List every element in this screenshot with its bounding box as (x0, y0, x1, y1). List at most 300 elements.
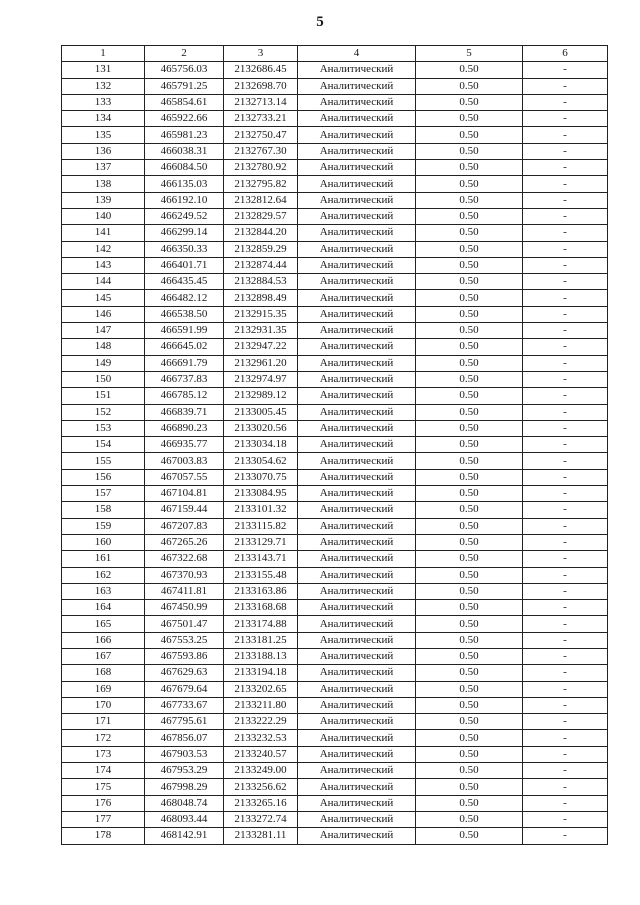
point-number-cell: 148 (62, 339, 145, 355)
point-number-cell: 142 (62, 241, 145, 257)
accuracy-cell: 0.50 (416, 469, 523, 485)
description-cell: - (523, 551, 608, 567)
point-number-cell: 157 (62, 486, 145, 502)
x-coordinate-cell: 466084.50 (145, 160, 224, 176)
y-coordinate-cell: 2132898.49 (224, 290, 298, 306)
table-row (62, 502, 608, 518)
description-cell: - (523, 78, 608, 94)
point-number-cell: 152 (62, 404, 145, 420)
x-coordinate-cell: 467370.93 (145, 567, 224, 583)
method-cell: Аналитический (298, 632, 416, 648)
method-cell: Аналитический (298, 730, 416, 746)
y-coordinate-cell: 2133163.86 (224, 583, 298, 599)
x-coordinate-cell: 466135.03 (145, 176, 224, 192)
y-coordinate-cell: 2132812.64 (224, 192, 298, 208)
point-number-cell: 175 (62, 779, 145, 795)
point-number-cell: 171 (62, 714, 145, 730)
y-coordinate-cell: 2133174.88 (224, 616, 298, 632)
y-coordinate-cell: 2133222.29 (224, 714, 298, 730)
description-cell: - (523, 665, 608, 681)
table-row (62, 160, 608, 176)
accuracy-cell: 0.50 (416, 681, 523, 697)
method-cell: Аналитический (298, 306, 416, 322)
point-number-cell: 147 (62, 323, 145, 339)
y-coordinate-cell: 2132974.97 (224, 371, 298, 387)
x-coordinate-cell: 466538.50 (145, 306, 224, 322)
accuracy-cell: 0.50 (416, 779, 523, 795)
description-cell: - (523, 648, 608, 664)
point-number-cell: 172 (62, 730, 145, 746)
table-row (62, 648, 608, 664)
accuracy-cell: 0.50 (416, 632, 523, 648)
table-row (62, 583, 608, 599)
y-coordinate-cell: 2133240.57 (224, 746, 298, 762)
x-coordinate-cell: 467450.99 (145, 600, 224, 616)
accuracy-cell: 0.50 (416, 323, 523, 339)
x-coordinate-cell: 466249.52 (145, 208, 224, 224)
point-number-cell: 151 (62, 388, 145, 404)
method-cell: Аналитический (298, 453, 416, 469)
table-row (62, 486, 608, 502)
point-number-cell: 173 (62, 746, 145, 762)
x-coordinate-cell: 467265.26 (145, 534, 224, 550)
y-coordinate-cell: 2132915.35 (224, 306, 298, 322)
y-coordinate-cell: 2133256.62 (224, 779, 298, 795)
point-number-cell: 140 (62, 208, 145, 224)
description-cell: - (523, 127, 608, 143)
description-cell: - (523, 339, 608, 355)
description-cell: - (523, 208, 608, 224)
y-coordinate-cell: 2132713.14 (224, 94, 298, 110)
accuracy-cell: 0.50 (416, 404, 523, 420)
y-coordinate-cell: 2133265.16 (224, 795, 298, 811)
x-coordinate-cell: 465756.03 (145, 62, 224, 78)
point-number-cell: 163 (62, 583, 145, 599)
y-coordinate-cell: 2132780.92 (224, 160, 298, 176)
y-coordinate-cell: 2132795.82 (224, 176, 298, 192)
description-cell: - (523, 518, 608, 534)
y-coordinate-cell: 2133020.56 (224, 420, 298, 436)
description-cell: - (523, 274, 608, 290)
description-cell: - (523, 437, 608, 453)
table-row (62, 143, 608, 159)
x-coordinate-cell: 467953.29 (145, 763, 224, 779)
accuracy-cell: 0.50 (416, 420, 523, 436)
point-number-cell: 150 (62, 371, 145, 387)
method-cell: Аналитический (298, 795, 416, 811)
table-row (62, 420, 608, 436)
x-coordinate-cell: 467856.07 (145, 730, 224, 746)
description-cell: - (523, 730, 608, 746)
x-coordinate-cell: 467733.67 (145, 697, 224, 713)
table-body (62, 62, 608, 844)
x-coordinate-cell: 467322.68 (145, 551, 224, 567)
point-number-cell: 155 (62, 453, 145, 469)
y-coordinate-cell: 2132733.21 (224, 111, 298, 127)
y-coordinate-cell: 2133249.00 (224, 763, 298, 779)
table-row (62, 225, 608, 241)
method-cell: Аналитический (298, 78, 416, 94)
x-coordinate-cell: 466839.71 (145, 404, 224, 420)
method-cell: Аналитический (298, 486, 416, 502)
point-number-cell: 139 (62, 192, 145, 208)
x-coordinate-cell: 466645.02 (145, 339, 224, 355)
description-cell: - (523, 290, 608, 306)
description-cell: - (523, 583, 608, 599)
accuracy-cell: 0.50 (416, 274, 523, 290)
y-coordinate-cell: 2133188.13 (224, 648, 298, 664)
accuracy-cell: 0.50 (416, 567, 523, 583)
accuracy-cell: 0.50 (416, 746, 523, 762)
point-number-cell: 156 (62, 469, 145, 485)
x-coordinate-cell: 467411.81 (145, 583, 224, 599)
method-cell: Аналитический (298, 811, 416, 827)
y-coordinate-cell: 2132931.35 (224, 323, 298, 339)
method-cell: Аналитический (298, 274, 416, 290)
accuracy-cell: 0.50 (416, 763, 523, 779)
description-cell: - (523, 746, 608, 762)
y-coordinate-cell: 2132884.53 (224, 274, 298, 290)
y-coordinate-cell: 2132961.20 (224, 355, 298, 371)
x-coordinate-cell: 465922.66 (145, 111, 224, 127)
table-row (62, 681, 608, 697)
accuracy-cell: 0.50 (416, 257, 523, 273)
method-cell: Аналитический (298, 127, 416, 143)
description-cell: - (523, 681, 608, 697)
y-coordinate-cell: 2133232.53 (224, 730, 298, 746)
description-cell: - (523, 160, 608, 176)
accuracy-cell: 0.50 (416, 795, 523, 811)
x-coordinate-cell: 466737.83 (145, 371, 224, 387)
x-coordinate-cell: 466038.31 (145, 143, 224, 159)
x-coordinate-cell: 466299.14 (145, 225, 224, 241)
x-coordinate-cell: 467903.53 (145, 746, 224, 762)
table-row (62, 404, 608, 420)
point-number-cell: 131 (62, 62, 145, 78)
table-row (62, 127, 608, 143)
method-cell: Аналитический (298, 828, 416, 844)
x-coordinate-cell: 467159.44 (145, 502, 224, 518)
point-number-cell: 135 (62, 127, 145, 143)
x-coordinate-cell: 467057.55 (145, 469, 224, 485)
accuracy-cell: 0.50 (416, 208, 523, 224)
description-cell: - (523, 404, 608, 420)
method-cell: Аналитический (298, 518, 416, 534)
table-row (62, 665, 608, 681)
column-header-x-coordinate: 2 (145, 46, 224, 62)
point-number-cell: 146 (62, 306, 145, 322)
x-coordinate-cell: 466785.12 (145, 388, 224, 404)
x-coordinate-cell: 466482.12 (145, 290, 224, 306)
point-number-cell: 136 (62, 143, 145, 159)
point-number-cell: 159 (62, 518, 145, 534)
method-cell: Аналитический (298, 681, 416, 697)
method-cell: Аналитический (298, 388, 416, 404)
description-cell: - (523, 192, 608, 208)
column-header-accuracy: 5 (416, 46, 523, 62)
description-cell: - (523, 600, 608, 616)
accuracy-cell: 0.50 (416, 192, 523, 208)
y-coordinate-cell: 2133129.71 (224, 534, 298, 550)
x-coordinate-cell: 468048.74 (145, 795, 224, 811)
x-coordinate-cell: 467003.83 (145, 453, 224, 469)
table-row (62, 567, 608, 583)
table-row (62, 746, 608, 762)
table-row (62, 78, 608, 94)
accuracy-cell: 0.50 (416, 811, 523, 827)
y-coordinate-cell: 2132859.29 (224, 241, 298, 257)
method-cell: Аналитический (298, 616, 416, 632)
description-cell: - (523, 567, 608, 583)
page-number: 5 (316, 14, 324, 30)
accuracy-cell: 0.50 (416, 600, 523, 616)
y-coordinate-cell: 2133181.25 (224, 632, 298, 648)
table-row (62, 94, 608, 110)
accuracy-cell: 0.50 (416, 583, 523, 599)
point-number-cell: 176 (62, 795, 145, 811)
point-number-cell: 134 (62, 111, 145, 127)
x-coordinate-cell: 465854.61 (145, 94, 224, 110)
table-header-row (62, 46, 608, 62)
description-cell: - (523, 111, 608, 127)
table-row (62, 518, 608, 534)
description-cell: - (523, 306, 608, 322)
point-number-cell: 149 (62, 355, 145, 371)
x-coordinate-cell: 467795.61 (145, 714, 224, 730)
description-cell: - (523, 94, 608, 110)
description-cell: - (523, 795, 608, 811)
x-coordinate-cell: 465981.23 (145, 127, 224, 143)
x-coordinate-cell: 468093.44 (145, 811, 224, 827)
description-cell: - (523, 257, 608, 273)
table-row (62, 534, 608, 550)
method-cell: Аналитический (298, 241, 416, 257)
accuracy-cell: 0.50 (416, 176, 523, 192)
accuracy-cell: 0.50 (416, 828, 523, 844)
point-number-cell: 168 (62, 665, 145, 681)
point-number-cell: 160 (62, 534, 145, 550)
method-cell: Аналитический (298, 567, 416, 583)
column-header-description: 6 (523, 46, 608, 62)
accuracy-cell: 0.50 (416, 111, 523, 127)
description-cell: - (523, 420, 608, 436)
description-cell: - (523, 176, 608, 192)
description-cell: - (523, 714, 608, 730)
accuracy-cell: 0.50 (416, 616, 523, 632)
table-row (62, 388, 608, 404)
y-coordinate-cell: 2133272.74 (224, 811, 298, 827)
table-row (62, 208, 608, 224)
point-number-cell: 132 (62, 78, 145, 94)
x-coordinate-cell: 466691.79 (145, 355, 224, 371)
point-number-cell: 158 (62, 502, 145, 518)
point-number-cell: 144 (62, 274, 145, 290)
point-number-cell: 145 (62, 290, 145, 306)
point-number-cell: 178 (62, 828, 145, 844)
accuracy-cell: 0.50 (416, 697, 523, 713)
table-row (62, 469, 608, 485)
accuracy-cell: 0.50 (416, 730, 523, 746)
table-row (62, 453, 608, 469)
accuracy-cell: 0.50 (416, 62, 523, 78)
y-coordinate-cell: 2133281.11 (224, 828, 298, 844)
description-cell: - (523, 371, 608, 387)
y-coordinate-cell: 2132989.12 (224, 388, 298, 404)
description-cell: - (523, 534, 608, 550)
x-coordinate-cell: 467998.29 (145, 779, 224, 795)
description-cell: - (523, 62, 608, 78)
table-row (62, 795, 608, 811)
point-number-cell: 174 (62, 763, 145, 779)
description-cell: - (523, 225, 608, 241)
accuracy-cell: 0.50 (416, 339, 523, 355)
table-row (62, 257, 608, 273)
description-cell: - (523, 697, 608, 713)
description-cell: - (523, 143, 608, 159)
y-coordinate-cell: 2132698.70 (224, 78, 298, 94)
point-number-cell: 138 (62, 176, 145, 192)
method-cell: Аналитический (298, 339, 416, 355)
column-header-y-coordinate: 3 (224, 46, 298, 62)
table-row (62, 730, 608, 746)
description-cell: - (523, 355, 608, 371)
accuracy-cell: 0.50 (416, 388, 523, 404)
accuracy-cell: 0.50 (416, 551, 523, 567)
y-coordinate-cell: 2133168.68 (224, 600, 298, 616)
table-row (62, 323, 608, 339)
x-coordinate-cell: 466192.10 (145, 192, 224, 208)
point-number-cell: 137 (62, 160, 145, 176)
table-row (62, 371, 608, 387)
method-cell: Аналитический (298, 665, 416, 681)
y-coordinate-cell: 2132844.20 (224, 225, 298, 241)
table-row (62, 600, 608, 616)
method-cell: Аналитический (298, 583, 416, 599)
method-cell: Аналитический (298, 534, 416, 550)
table-row (62, 779, 608, 795)
y-coordinate-cell: 2132767.30 (224, 143, 298, 159)
description-cell: - (523, 469, 608, 485)
y-coordinate-cell: 2133211.80 (224, 697, 298, 713)
y-coordinate-cell: 2132874.44 (224, 257, 298, 273)
method-cell: Аналитический (298, 714, 416, 730)
table-row (62, 616, 608, 632)
column-header-point-number: 1 (62, 46, 145, 62)
point-number-cell: 165 (62, 616, 145, 632)
y-coordinate-cell: 2133070.75 (224, 469, 298, 485)
method-cell: Аналитический (298, 176, 416, 192)
accuracy-cell: 0.50 (416, 160, 523, 176)
description-cell: - (523, 486, 608, 502)
x-coordinate-cell: 467553.25 (145, 632, 224, 648)
y-coordinate-cell: 2133194.18 (224, 665, 298, 681)
accuracy-cell: 0.50 (416, 665, 523, 681)
accuracy-cell: 0.50 (416, 714, 523, 730)
table-row (62, 714, 608, 730)
accuracy-cell: 0.50 (416, 502, 523, 518)
method-cell: Аналитический (298, 746, 416, 762)
description-cell: - (523, 779, 608, 795)
point-number-cell: 164 (62, 600, 145, 616)
table-row (62, 111, 608, 127)
x-coordinate-cell: 467207.83 (145, 518, 224, 534)
method-cell: Аналитический (298, 371, 416, 387)
x-coordinate-cell: 467104.81 (145, 486, 224, 502)
x-coordinate-cell: 466350.33 (145, 241, 224, 257)
point-number-cell: 170 (62, 697, 145, 713)
accuracy-cell: 0.50 (416, 518, 523, 534)
y-coordinate-cell: 2133005.45 (224, 404, 298, 420)
table-row (62, 763, 608, 779)
method-cell: Аналитический (298, 437, 416, 453)
method-cell: Аналитический (298, 323, 416, 339)
point-number-cell: 143 (62, 257, 145, 273)
y-coordinate-cell: 2133143.71 (224, 551, 298, 567)
description-cell: - (523, 828, 608, 844)
table-row (62, 355, 608, 371)
y-coordinate-cell: 2132829.57 (224, 208, 298, 224)
accuracy-cell: 0.50 (416, 306, 523, 322)
x-coordinate-cell: 467679.64 (145, 681, 224, 697)
table-row (62, 62, 608, 78)
table-row (62, 290, 608, 306)
accuracy-cell: 0.50 (416, 534, 523, 550)
description-cell: - (523, 323, 608, 339)
point-number-cell: 167 (62, 648, 145, 664)
x-coordinate-cell: 465791.25 (145, 78, 224, 94)
point-number-cell: 141 (62, 225, 145, 241)
description-cell: - (523, 632, 608, 648)
accuracy-cell: 0.50 (416, 225, 523, 241)
x-coordinate-cell: 468142.91 (145, 828, 224, 844)
table-row (62, 811, 608, 827)
method-cell: Аналитический (298, 192, 416, 208)
method-cell: Аналитический (298, 257, 416, 273)
table-row (62, 176, 608, 192)
point-number-cell: 166 (62, 632, 145, 648)
accuracy-cell: 0.50 (416, 453, 523, 469)
method-cell: Аналитический (298, 290, 416, 306)
method-cell: Аналитический (298, 143, 416, 159)
method-cell: Аналитический (298, 404, 416, 420)
point-number-cell: 133 (62, 94, 145, 110)
accuracy-cell: 0.50 (416, 355, 523, 371)
y-coordinate-cell: 2133155.48 (224, 567, 298, 583)
point-number-cell: 162 (62, 567, 145, 583)
method-cell: Аналитический (298, 697, 416, 713)
point-number-cell: 154 (62, 437, 145, 453)
method-cell: Аналитический (298, 648, 416, 664)
accuracy-cell: 0.50 (416, 94, 523, 110)
x-coordinate-cell: 466890.23 (145, 420, 224, 436)
x-coordinate-cell: 467629.63 (145, 665, 224, 681)
method-cell: Аналитический (298, 160, 416, 176)
x-coordinate-cell: 466435.45 (145, 274, 224, 290)
y-coordinate-cell: 2133115.82 (224, 518, 298, 534)
x-coordinate-cell: 466591.99 (145, 323, 224, 339)
table-row (62, 192, 608, 208)
point-number-cell: 169 (62, 681, 145, 697)
table-row (62, 437, 608, 453)
method-cell: Аналитический (298, 763, 416, 779)
accuracy-cell: 0.50 (416, 648, 523, 664)
y-coordinate-cell: 2133054.62 (224, 453, 298, 469)
accuracy-cell: 0.50 (416, 241, 523, 257)
accuracy-cell: 0.50 (416, 371, 523, 387)
accuracy-cell: 0.50 (416, 486, 523, 502)
x-coordinate-cell: 466935.77 (145, 437, 224, 453)
description-cell: - (523, 241, 608, 257)
